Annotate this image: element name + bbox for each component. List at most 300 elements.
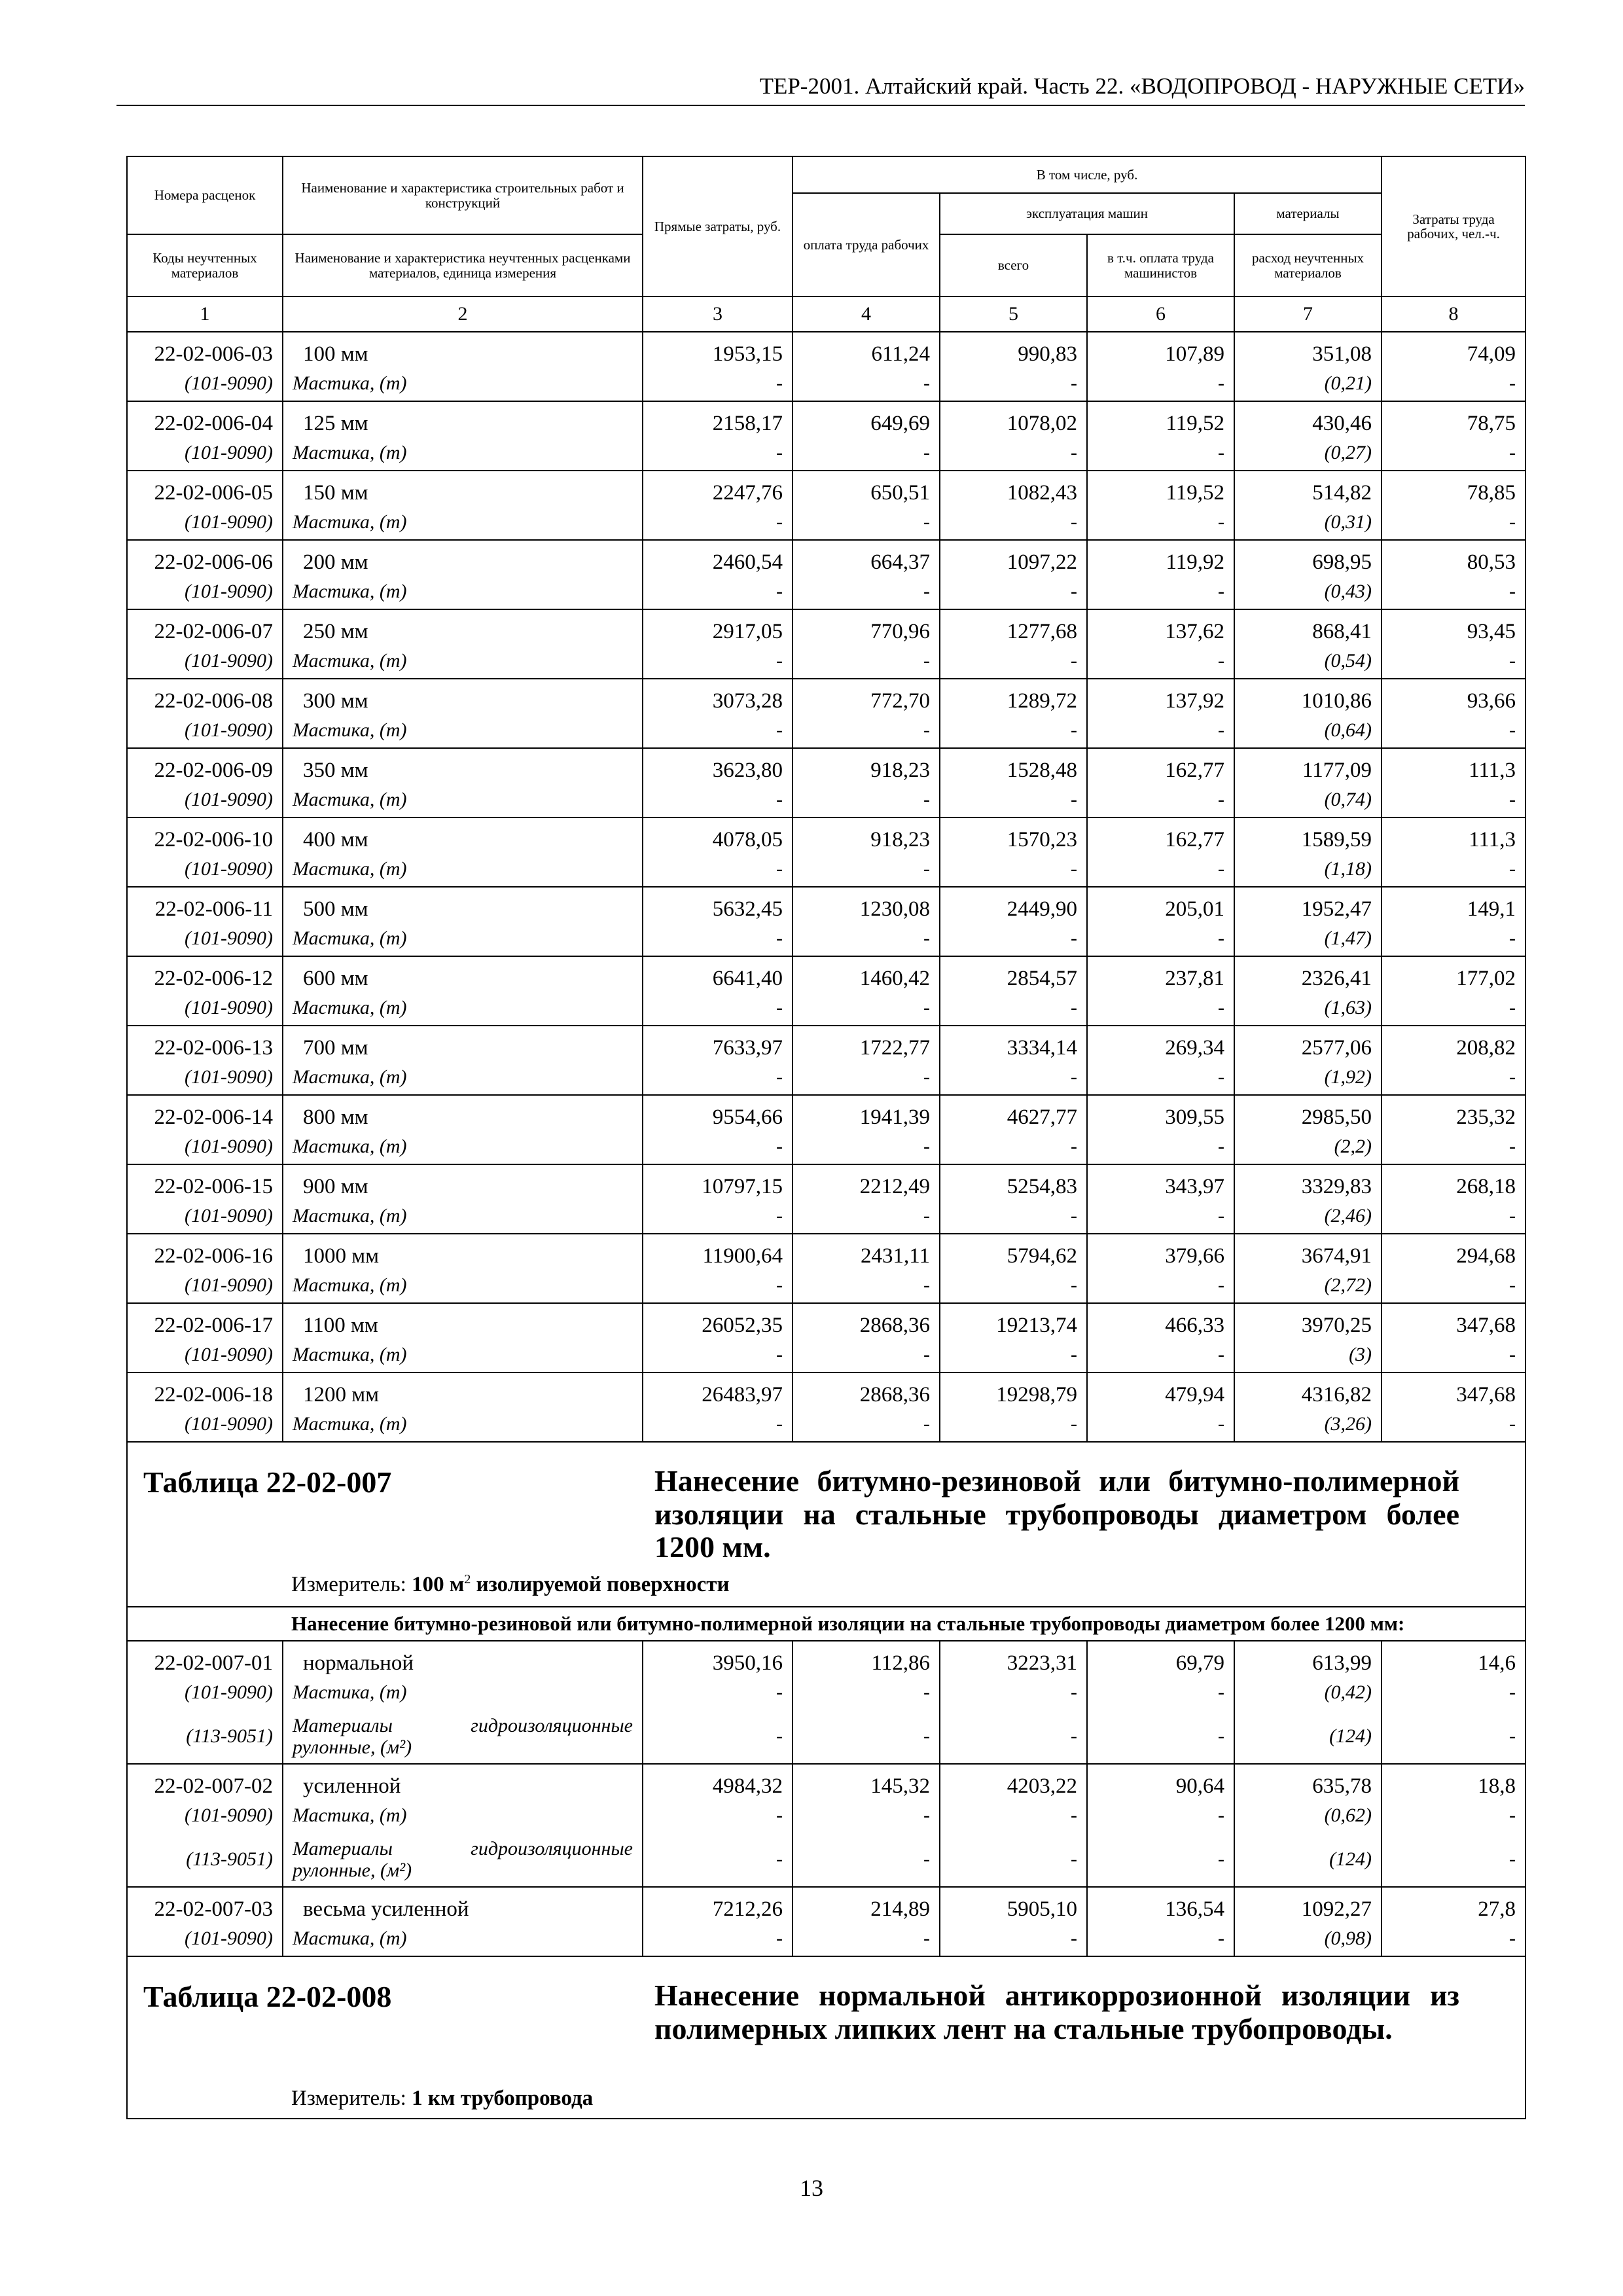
measurement-suffix: изолируемой поверхности [471, 1573, 730, 1596]
work-name: 700 мм [283, 1026, 643, 1060]
measurement-value: 1 км трубопровода [412, 2087, 594, 2111]
empty-value: - [940, 1199, 1087, 1234]
materials: 613,99 [1234, 1641, 1382, 1676]
header-direct-costs: Прямые затраты, руб. [643, 156, 793, 296]
header-materials-unaccounted: расход неучтенных материалов [1234, 234, 1382, 296]
machines-labor: 343,97 [1087, 1164, 1234, 1199]
empty-value: - [1382, 1710, 1525, 1764]
material-code: (113-9051) [127, 1833, 283, 1887]
direct-costs: 3623,80 [643, 748, 793, 783]
empty-value: - [1087, 1268, 1234, 1303]
empty-value: - [1087, 436, 1234, 471]
machines-total: 3223,31 [940, 1641, 1087, 1676]
direct-costs: 26052,35 [643, 1303, 793, 1338]
material-row [127, 783, 1525, 817]
material-name: Мастика, (т) [283, 1199, 643, 1234]
empty-value: - [940, 991, 1087, 1026]
measurement-value: 100 м [412, 1573, 465, 1596]
material-name: Мастика, (т) [283, 783, 643, 817]
empty-value: - [1087, 1676, 1234, 1710]
empty-value: - [1087, 1407, 1234, 1442]
empty-value: - [793, 1130, 940, 1164]
document-header: ТЕР-2001. Алтайский край. Часть 22. «ВОДОПРОВОД - НАРУЖНЫЕ СЕТИ» [759, 73, 1525, 99]
materials: 2985,50 [1234, 1095, 1382, 1130]
material-row [127, 852, 1525, 887]
page-number: 13 [800, 2175, 823, 2201]
material-code: (101-9090) [127, 991, 283, 1026]
empty-value: - [643, 1199, 793, 1234]
material-row [127, 1268, 1525, 1303]
table-section-header [127, 1956, 1525, 2119]
direct-costs: 6641,40 [643, 956, 793, 991]
material-quantity: (0,98) [1234, 1922, 1382, 1956]
material-code: (101-9090) [127, 1199, 283, 1234]
material-row [127, 1130, 1525, 1164]
material-quantity: (1,18) [1234, 852, 1382, 887]
rate-code: 22-02-006-04 [127, 401, 283, 436]
direct-costs: 4984,32 [643, 1764, 793, 1799]
material-name: Мастика, (т) [283, 575, 643, 609]
material-name: Материалы гидроизоляционные рулонные, (м²) [283, 1833, 643, 1887]
rate-row [127, 540, 1525, 575]
header-materials: материалы [1234, 193, 1382, 234]
material-row [127, 1710, 1525, 1764]
empty-value: - [1382, 852, 1525, 887]
material-row [127, 367, 1525, 401]
material-code: (101-9090) [127, 783, 283, 817]
material-row [127, 1833, 1525, 1887]
empty-value: - [940, 922, 1087, 956]
header-labor-hours: Затраты труда рабочих, чел.-ч. [1382, 156, 1525, 296]
empty-value: - [793, 1799, 940, 1833]
machines-labor: 137,62 [1087, 609, 1234, 644]
empty-value: - [643, 1710, 793, 1764]
empty-value: - [1382, 1060, 1525, 1095]
work-name: 400 мм [283, 817, 643, 852]
machines-labor: 119,52 [1087, 471, 1234, 505]
machines-total: 1078,02 [940, 401, 1087, 436]
direct-costs: 10797,15 [643, 1164, 793, 1199]
empty-value: - [1087, 644, 1234, 679]
empty-value: - [940, 1922, 1087, 1956]
rate-code: 22-02-006-06 [127, 540, 283, 575]
empty-value: - [643, 575, 793, 609]
labor-pay: 650,51 [793, 471, 940, 505]
labor-hours: 111,3 [1382, 817, 1525, 852]
material-name: Мастика, (т) [283, 436, 643, 471]
machines-labor: 162,77 [1087, 817, 1234, 852]
material-quantity: (0,27) [1234, 436, 1382, 471]
material-quantity: (3) [1234, 1338, 1382, 1372]
empty-value: - [1087, 713, 1234, 748]
material-code: (101-9090) [127, 1268, 283, 1303]
work-name: 125 мм [283, 401, 643, 436]
work-name: 300 мм [283, 679, 643, 713]
empty-value: - [1087, 1338, 1234, 1372]
machines-total: 5794,62 [940, 1234, 1087, 1268]
measurement-unit [291, 1572, 730, 1597]
direct-costs: 5632,45 [643, 887, 793, 922]
machines-total: 19298,79 [940, 1372, 1087, 1407]
material-name: Мастика, (т) [283, 991, 643, 1026]
empty-value: - [1382, 436, 1525, 471]
rate-row [127, 887, 1525, 922]
material-name: Мастика, (т) [283, 644, 643, 679]
machines-total: 2449,90 [940, 887, 1087, 922]
material-quantity: (0,21) [1234, 367, 1382, 401]
material-quantity: (0,74) [1234, 783, 1382, 817]
empty-value: - [793, 1407, 940, 1442]
empty-value: - [793, 436, 940, 471]
empty-value: - [643, 1833, 793, 1887]
labor-pay: 770,96 [793, 609, 940, 644]
table-title: Нанесение битумно-резиновой или битумно-полимерной изоляции на стальные трубопроводы диаметром более 1200 мм. [654, 1464, 1459, 1564]
empty-value: - [1382, 644, 1525, 679]
machines-labor: 137,92 [1087, 679, 1234, 713]
empty-value: - [1382, 713, 1525, 748]
machines-labor: 237,81 [1087, 956, 1234, 991]
material-name: Мастика, (т) [283, 1922, 643, 1956]
empty-value: - [940, 1268, 1087, 1303]
empty-value: - [793, 922, 940, 956]
empty-value: - [643, 713, 793, 748]
materials: 3674,91 [1234, 1234, 1382, 1268]
rate-row [127, 679, 1525, 713]
rate-code: 22-02-006-08 [127, 679, 283, 713]
material-row [127, 1199, 1525, 1234]
empty-value: - [1087, 575, 1234, 609]
rate-code: 22-02-007-01 [127, 1641, 283, 1676]
empty-value: - [643, 1268, 793, 1303]
material-quantity: (0,42) [1234, 1676, 1382, 1710]
empty-value: - [643, 1799, 793, 1833]
material-row [127, 436, 1525, 471]
empty-value: - [1087, 367, 1234, 401]
material-name: Мастика, (т) [283, 1407, 643, 1442]
materials: 514,82 [1234, 471, 1382, 505]
table-label: Таблица 22-02-007 [143, 1465, 392, 1499]
empty-value: - [1087, 1833, 1234, 1887]
labor-pay: 2868,36 [793, 1372, 940, 1407]
materials: 351,08 [1234, 332, 1382, 367]
empty-value: - [1087, 1710, 1234, 1764]
labor-pay: 611,24 [793, 332, 940, 367]
measurement-prefix: Измеритель: [291, 1573, 406, 1596]
empty-value: - [940, 1338, 1087, 1372]
direct-costs: 3950,16 [643, 1641, 793, 1676]
material-code: (101-9090) [127, 575, 283, 609]
material-name: Мастика, (т) [283, 367, 643, 401]
labor-hours: 268,18 [1382, 1164, 1525, 1199]
material-quantity: (1,92) [1234, 1060, 1382, 1095]
rate-row [127, 332, 1525, 367]
direct-costs: 4078,05 [643, 817, 793, 852]
empty-value: - [1382, 1199, 1525, 1234]
empty-value: - [793, 1676, 940, 1710]
empty-value: - [793, 1060, 940, 1095]
materials: 698,95 [1234, 540, 1382, 575]
labor-hours: 111,3 [1382, 748, 1525, 783]
empty-value: - [643, 991, 793, 1026]
empty-value: - [643, 505, 793, 540]
materials: 1010,86 [1234, 679, 1382, 713]
empty-value: - [1087, 922, 1234, 956]
rate-row [127, 956, 1525, 991]
material-code: (113-9051) [127, 1710, 283, 1764]
material-code: (101-9090) [127, 1407, 283, 1442]
machines-total: 4203,22 [940, 1764, 1087, 1799]
rate-code: 22-02-006-17 [127, 1303, 283, 1338]
labor-pay: 918,23 [793, 817, 940, 852]
materials: 3970,25 [1234, 1303, 1382, 1338]
empty-value: - [793, 1922, 940, 1956]
table-label: Таблица 22-02-008 [143, 1980, 392, 2014]
table-section-header [127, 1442, 1525, 1607]
material-quantity: (0,31) [1234, 505, 1382, 540]
labor-pay: 2431,11 [793, 1234, 940, 1268]
empty-value: - [793, 991, 940, 1026]
rate-code: 22-02-007-03 [127, 1887, 283, 1922]
empty-value: - [940, 575, 1087, 609]
empty-value: - [940, 1407, 1087, 1442]
empty-value: - [1382, 1338, 1525, 1372]
machines-total: 19213,74 [940, 1303, 1087, 1338]
empty-value: - [793, 1833, 940, 1887]
direct-costs: 26483,97 [643, 1372, 793, 1407]
empty-value: - [793, 644, 940, 679]
rate-row [127, 1303, 1525, 1338]
machines-labor: 309,55 [1087, 1095, 1234, 1130]
material-quantity: (1,63) [1234, 991, 1382, 1026]
material-row [127, 1338, 1525, 1372]
table-title: Нанесение нормальной антикоррозионной изоляции из полимерных липких лент на стальные трубопроводы. [654, 1979, 1459, 2045]
labor-hours: 177,02 [1382, 956, 1525, 991]
rate-code: 22-02-006-12 [127, 956, 283, 991]
material-code: (101-9090) [127, 922, 283, 956]
direct-costs: 7212,26 [643, 1887, 793, 1922]
material-row [127, 1799, 1525, 1833]
empty-value: - [1382, 505, 1525, 540]
rates-table [126, 156, 1526, 2119]
empty-value: - [1382, 1130, 1525, 1164]
empty-value: - [793, 1199, 940, 1234]
empty-value: - [793, 1338, 940, 1372]
material-quantity: (2,2) [1234, 1130, 1382, 1164]
col-num: 8 [1382, 296, 1525, 332]
machines-labor: 205,01 [1087, 887, 1234, 922]
empty-value: - [940, 1130, 1087, 1164]
direct-costs: 2158,17 [643, 401, 793, 436]
material-name: Мастика, (т) [283, 1268, 643, 1303]
material-name: Мастика, (т) [283, 1130, 643, 1164]
work-name: нормальной [283, 1641, 643, 1676]
labor-hours: 78,75 [1382, 401, 1525, 436]
rate-row [127, 401, 1525, 436]
work-name: 200 мм [283, 540, 643, 575]
materials: 2326,41 [1234, 956, 1382, 991]
labor-pay: 145,32 [793, 1764, 940, 1799]
header-work-description: Наименование и характеристика строительных работ и конструкций [283, 156, 643, 234]
material-row [127, 1060, 1525, 1095]
labor-pay: 214,89 [793, 1887, 940, 1922]
material-name: Мастика, (т) [283, 505, 643, 540]
work-name: 100 мм [283, 332, 643, 367]
direct-costs: 2247,76 [643, 471, 793, 505]
material-code: (101-9090) [127, 1676, 283, 1710]
labor-pay: 2212,49 [793, 1164, 940, 1199]
materials: 1092,27 [1234, 1887, 1382, 1922]
empty-value: - [793, 1268, 940, 1303]
material-name: Мастика, (т) [283, 1338, 643, 1372]
labor-hours: 80,53 [1382, 540, 1525, 575]
work-name: 350 мм [283, 748, 643, 783]
direct-costs: 11900,64 [643, 1234, 793, 1268]
empty-value: - [643, 1130, 793, 1164]
labor-pay: 1941,39 [793, 1095, 940, 1130]
machines-labor: 479,94 [1087, 1372, 1234, 1407]
empty-value: - [1087, 783, 1234, 817]
empty-value: - [643, 852, 793, 887]
rate-code: 22-02-006-18 [127, 1372, 283, 1407]
empty-value: - [793, 505, 940, 540]
empty-value: - [940, 783, 1087, 817]
materials: 1177,09 [1234, 748, 1382, 783]
material-code: (101-9090) [127, 1060, 283, 1095]
empty-value: - [643, 1407, 793, 1442]
materials: 868,41 [1234, 609, 1382, 644]
material-code: (101-9090) [127, 1130, 283, 1164]
rate-row [127, 817, 1525, 852]
labor-pay: 2868,36 [793, 1303, 940, 1338]
machines-total: 990,83 [940, 332, 1087, 367]
work-name: 150 мм [283, 471, 643, 505]
labor-pay: 1230,08 [793, 887, 940, 922]
material-quantity: (124) [1234, 1833, 1382, 1887]
work-name: 800 мм [283, 1095, 643, 1130]
empty-value: - [1382, 1799, 1525, 1833]
col-num: 6 [1087, 296, 1234, 332]
header-material-codes: Коды неучтенных материалов [127, 234, 283, 296]
empty-value: - [1382, 1833, 1525, 1887]
machines-labor: 119,92 [1087, 540, 1234, 575]
work-name: 250 мм [283, 609, 643, 644]
labor-pay: 1460,42 [793, 956, 940, 991]
empty-value: - [793, 575, 940, 609]
labor-hours: 27,8 [1382, 1887, 1525, 1922]
rate-code: 22-02-006-10 [127, 817, 283, 852]
material-name: Мастика, (т) [283, 852, 643, 887]
materials: 2577,06 [1234, 1026, 1382, 1060]
work-name: усиленной [283, 1764, 643, 1799]
empty-value: - [1382, 575, 1525, 609]
machines-labor: 90,64 [1087, 1764, 1234, 1799]
material-quantity: (0,54) [1234, 644, 1382, 679]
work-name: 900 мм [283, 1164, 643, 1199]
empty-value: - [643, 367, 793, 401]
labor-pay: 112,86 [793, 1641, 940, 1676]
empty-value: - [1382, 1268, 1525, 1303]
empty-value: - [1382, 783, 1525, 817]
machines-labor: 379,66 [1087, 1234, 1234, 1268]
material-quantity: (124) [1234, 1710, 1382, 1764]
machines-total: 1097,22 [940, 540, 1087, 575]
rate-row [127, 1887, 1525, 1922]
material-quantity: (2,72) [1234, 1268, 1382, 1303]
material-quantity: (2,46) [1234, 1199, 1382, 1234]
material-quantity: (0,62) [1234, 1799, 1382, 1833]
work-name: 1000 мм [283, 1234, 643, 1268]
material-code: (101-9090) [127, 1338, 283, 1372]
empty-value: - [643, 922, 793, 956]
rate-code: 22-02-006-14 [127, 1095, 283, 1130]
empty-value: - [1087, 852, 1234, 887]
rate-code: 22-02-006-09 [127, 748, 283, 783]
machines-labor: 136,54 [1087, 1887, 1234, 1922]
labor-pay: 918,23 [793, 748, 940, 783]
materials: 1952,47 [1234, 887, 1382, 922]
empty-value: - [940, 1710, 1087, 1764]
empty-value: - [940, 367, 1087, 401]
materials: 635,78 [1234, 1764, 1382, 1799]
col-num: 5 [940, 296, 1087, 332]
material-quantity: (0,64) [1234, 713, 1382, 748]
col-num: 3 [643, 296, 793, 332]
material-row [127, 505, 1525, 540]
table-subheading: Нанесение битумно-резиновой или битумно-полимерной изоляции на стальные трубопроводы диаметром более 1200 мм: [127, 1607, 1525, 1641]
empty-value: - [1087, 991, 1234, 1026]
empty-value: - [1087, 1199, 1234, 1234]
rate-row [127, 748, 1525, 783]
direct-costs: 3073,28 [643, 679, 793, 713]
material-code: (101-9090) [127, 1922, 283, 1956]
machines-total: 5254,83 [940, 1164, 1087, 1199]
empty-value: - [793, 783, 940, 817]
labor-pay: 664,37 [793, 540, 940, 575]
material-code: (101-9090) [127, 367, 283, 401]
rate-code: 22-02-006-15 [127, 1164, 283, 1199]
machines-total: 1289,72 [940, 679, 1087, 713]
measurement-prefix: Измеритель: [291, 2087, 406, 2111]
machines-labor: 69,79 [1087, 1641, 1234, 1676]
material-name: Мастика, (т) [283, 1799, 643, 1833]
empty-value: - [940, 1833, 1087, 1887]
empty-value: - [793, 852, 940, 887]
labor-hours: 235,32 [1382, 1095, 1525, 1130]
machines-labor: 466,33 [1087, 1303, 1234, 1338]
header-machines: эксплуатация машин [940, 193, 1234, 234]
machines-total: 3334,14 [940, 1026, 1087, 1060]
machines-total: 1570,23 [940, 817, 1087, 852]
empty-value: - [1382, 922, 1525, 956]
labor-hours: 208,82 [1382, 1026, 1525, 1060]
empty-value: - [940, 1799, 1087, 1833]
material-code: (101-9090) [127, 1799, 283, 1833]
material-row [127, 922, 1525, 956]
material-row [127, 1676, 1525, 1710]
material-name: Мастика, (т) [283, 713, 643, 748]
empty-value: - [643, 1060, 793, 1095]
work-name: 600 мм [283, 956, 643, 991]
rate-row [127, 1372, 1525, 1407]
materials: 1589,59 [1234, 817, 1382, 852]
empty-value: - [1087, 505, 1234, 540]
material-quantity: (1,47) [1234, 922, 1382, 956]
labor-hours: 294,68 [1382, 1234, 1525, 1268]
header-rate-numbers: Номера расценок [127, 156, 283, 234]
empty-value: - [793, 1710, 940, 1764]
machines-labor: 162,77 [1087, 748, 1234, 783]
material-row [127, 575, 1525, 609]
